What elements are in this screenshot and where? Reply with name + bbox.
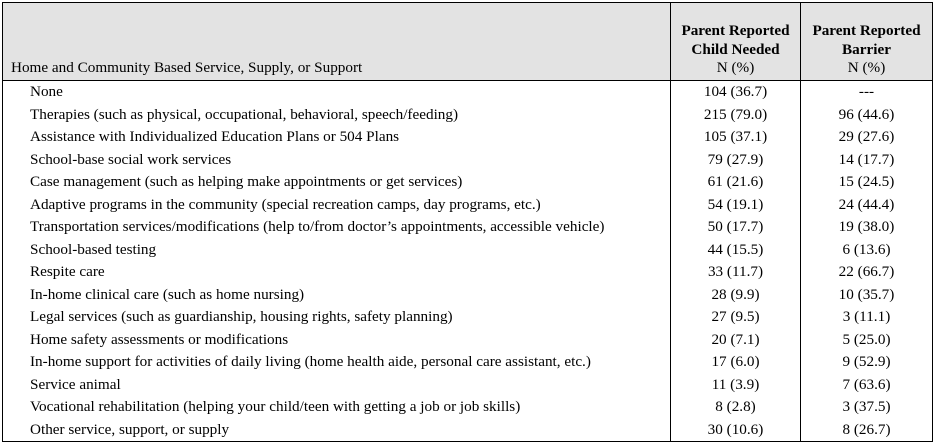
service-column-header: Home and Community Based Service, Supply, or Support — [3, 3, 671, 81]
table-header — [3, 3, 933, 81]
needed-cell: 104 (36.7) — [671, 81, 801, 104]
needed-cell: 17 (6.0) — [671, 351, 801, 374]
table-body — [3, 81, 933, 442]
needed-column-header — [671, 3, 801, 81]
needed-cell: 8 (2.8) — [671, 396, 801, 419]
needed-cell: 30 (10.6) — [671, 419, 801, 442]
needed-cell: 44 (15.5) — [671, 239, 801, 262]
header-row — [3, 3, 933, 81]
service-cell: In-home support for activities of daily living (home health aide, personal care assistant, etc.) — [3, 351, 671, 374]
barrier-cell: 5 (25.0) — [801, 329, 933, 352]
table-row — [3, 171, 933, 194]
barrier-cell: 9 (52.9) — [801, 351, 933, 374]
service-cell: Transportation services/modifications (help to/from doctor’s appointments, accessible vehicle) — [3, 216, 671, 239]
needed-cell: 50 (17.7) — [671, 216, 801, 239]
barrier-cell: 14 (17.7) — [801, 149, 933, 172]
needed-cell: 54 (19.1) — [671, 194, 801, 217]
table-row — [3, 149, 933, 172]
barrier-cell: 8 (26.7) — [801, 419, 933, 442]
barrier-cell: 96 (44.6) — [801, 104, 933, 127]
service-cell: Vocational rehabilitation (helping your child/teen with getting a job or job skills) — [3, 396, 671, 419]
table-row — [3, 194, 933, 217]
table-row — [3, 216, 933, 239]
needed-cell: 11 (3.9) — [671, 374, 801, 397]
needed-cell: 79 (27.9) — [671, 149, 801, 172]
barrier-cell: 10 (35.7) — [801, 284, 933, 307]
table-row — [3, 396, 933, 419]
table-row — [3, 374, 933, 397]
table-row — [3, 126, 933, 149]
barrier-column-title: Parent Reported Barrier — [812, 22, 921, 58]
barrier-cell: 3 (11.1) — [801, 306, 933, 329]
table-row — [3, 419, 933, 442]
service-cell: Case management (such as helping make appointments or get services) — [3, 171, 671, 194]
service-cell: School-based testing — [3, 239, 671, 262]
needed-cell: 28 (9.9) — [671, 284, 801, 307]
service-cell: None — [3, 81, 671, 104]
table-row — [3, 104, 933, 127]
needed-cell: 27 (9.5) — [671, 306, 801, 329]
needed-column-unit: N (%) — [716, 58, 755, 76]
barrier-cell: 3 (37.5) — [801, 396, 933, 419]
barrier-cell: 29 (27.6) — [801, 126, 933, 149]
service-cell: Home safety assessments or modifications — [3, 329, 671, 352]
needed-cell: 61 (21.6) — [671, 171, 801, 194]
barrier-cell: 7 (63.6) — [801, 374, 933, 397]
service-cell: Service animal — [3, 374, 671, 397]
table-row — [3, 81, 933, 104]
barrier-cell: 22 (66.7) — [801, 261, 933, 284]
service-cell: School-base social work services — [3, 149, 671, 172]
barrier-cell: 15 (24.5) — [801, 171, 933, 194]
barrier-cell: 24 (44.4) — [801, 194, 933, 217]
table-row — [3, 329, 933, 352]
barrier-cell: 6 (13.6) — [801, 239, 933, 262]
service-cell: Adaptive programs in the community (special recreation camps, day programs, etc.) — [3, 194, 671, 217]
table-row — [3, 351, 933, 374]
needed-cell: 215 (79.0) — [671, 104, 801, 127]
barrier-cell: 19 (38.0) — [801, 216, 933, 239]
needed-cell: 105 (37.1) — [671, 126, 801, 149]
table-row — [3, 261, 933, 284]
service-cell: Other service, support, or supply — [3, 419, 671, 442]
table-row — [3, 239, 933, 262]
needed-cell: 20 (7.1) — [671, 329, 801, 352]
services-table — [2, 2, 933, 442]
service-cell: Legal services (such as guardianship, housing rights, safety planning) — [3, 306, 671, 329]
needed-cell: 33 (11.7) — [671, 261, 801, 284]
needed-column-title: Parent Reported Child Needed — [681, 22, 790, 58]
barrier-column-header — [801, 3, 933, 81]
service-cell: Therapies (such as physical, occupational, behavioral, speech/feeding) — [3, 104, 671, 127]
barrier-cell: --- — [801, 81, 933, 104]
table-row — [3, 284, 933, 307]
service-cell: Respite care — [3, 261, 671, 284]
table-row — [3, 306, 933, 329]
service-cell: In-home clinical care (such as home nursing) — [3, 284, 671, 307]
service-cell: Assistance with Individualized Education Plans or 504 Plans — [3, 126, 671, 149]
barrier-column-unit: N (%) — [847, 58, 886, 76]
